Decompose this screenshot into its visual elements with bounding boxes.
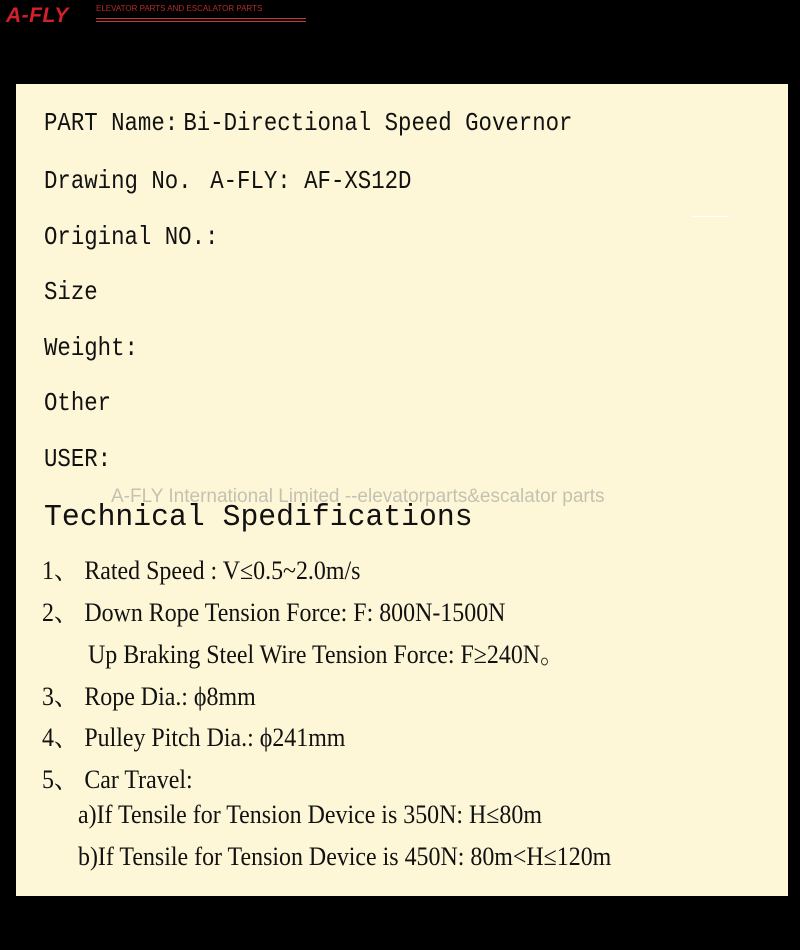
weight-row: [44, 333, 138, 363]
spec-card: [16, 84, 788, 896]
watermark-text: A-FLY International Limited --elevatorparts&escalator parts: [111, 486, 605, 507]
brand-tagline: ELEVATOR PARTS AND ESCALATOR PARTS: [96, 4, 306, 22]
spec-item: [42, 759, 193, 796]
spec-text: Up Braking Steel Wire Tension Force: F≥240N。: [88, 640, 564, 669]
spec-item: [78, 800, 542, 830]
spec-number: 4、: [42, 723, 78, 752]
part-name-value: Bi-Directional Speed Governor: [183, 108, 573, 138]
spec-text: Car Travel:: [84, 765, 193, 794]
original-no-row: [44, 222, 218, 252]
spec-text: Rated Speed : V≤0.5~2.0m/s: [84, 556, 361, 585]
user-label: USER:: [44, 444, 112, 474]
drawing-no-value: A-FLY: AF-XS12D: [210, 166, 412, 196]
other-label: Other: [44, 388, 112, 418]
size-label: Size: [44, 277, 98, 307]
part-name-label: PART Name:: [44, 108, 179, 138]
spec-item: [42, 717, 345, 754]
spec-item: [78, 842, 611, 872]
size-row: [44, 277, 98, 307]
drawing-no-label: Drawing No.: [44, 166, 192, 196]
spec-text: b)If Tensile for Tension Device is 450N: 80m<H≤120m: [78, 842, 612, 871]
other-row: [44, 388, 111, 418]
spec-number: 5、: [42, 765, 78, 794]
spec-number: 1、: [42, 556, 78, 585]
spec-item: [42, 550, 360, 587]
spec-number: 3、: [42, 682, 78, 711]
spec-text: a)If Tensile for Tension Device is 350N: H≤80m: [78, 800, 542, 829]
part-name-row: [44, 108, 572, 138]
drawing-no-row: [44, 166, 411, 196]
spec-text: Down Rope Tension Force: F: 800N-1500N: [84, 598, 506, 627]
spec-text: Pulley Pitch Dia.: ϕ241mm: [84, 723, 346, 752]
decorative-dash: [692, 216, 728, 217]
spec-title: Technical Spedifications: [44, 500, 473, 535]
spec-item: [88, 634, 564, 671]
brand-logo: A-FLY: [6, 4, 69, 27]
spec-number: 2、: [42, 598, 78, 627]
spec-item: [42, 592, 505, 629]
spec-item: [42, 676, 256, 713]
user-row: [44, 444, 111, 474]
original-no-label: Original NO.:: [44, 222, 219, 252]
weight-label: Weight:: [44, 333, 138, 363]
spec-text: Rope Dia.: ϕ8mm: [84, 682, 256, 711]
